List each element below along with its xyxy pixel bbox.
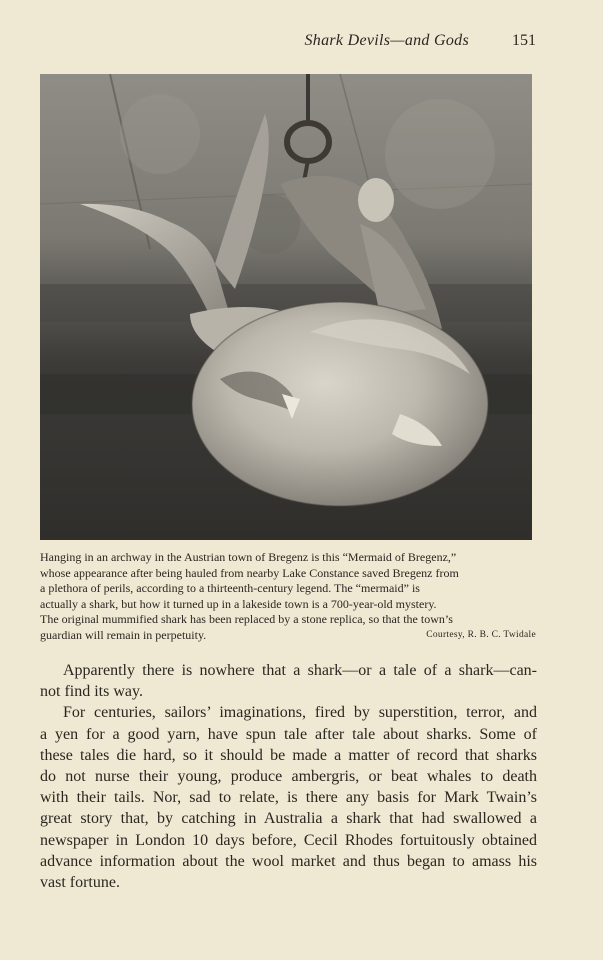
- text-line: For centuries, sailors’ imaginations, fired by superstition, terror, and: [63, 704, 537, 722]
- body-text: [40, 660, 537, 893]
- text-line: advance information about the wool market and thus began to amass his: [40, 852, 537, 870]
- photograph-mermaid-of-bregenz: [40, 74, 532, 540]
- caption-line: The original mummified shark has been replaced by a stone replica, so that the town’s: [40, 612, 453, 626]
- text-line: newspaper in London 10 days before, Cecil Rhodes fortuitously obtained: [40, 831, 537, 849]
- text-line: do not nurse their young, produce ambergris, or beat whales to death: [40, 768, 537, 786]
- page-header: [0, 30, 603, 54]
- caption-line: whose appearance after being hauled from nearby Lake Constance saved Bregenz from: [40, 565, 459, 580]
- text-line: great story that, by catching in Australia a shark that had swallowed a: [40, 810, 537, 828]
- page-number: 151: [512, 32, 536, 49]
- text-line: these tales die hard, so it should be made a matter of record that sharks: [40, 746, 537, 764]
- caption-line: Hanging in an archway in the Austrian town of Bregenz is this “Mermaid of Bregenz,”: [40, 550, 457, 564]
- paragraph: [40, 702, 537, 893]
- text-line: Apparently there is nowhere that a shark—or a tale of a shark—can-: [63, 662, 537, 679]
- running-title: Shark Devils—and Gods: [304, 32, 469, 49]
- caption-line: guardian will remain in perpetuity.: [40, 627, 207, 642]
- text-line: a yen for a good yarn, have spun tale after tale about sharks. Some of: [40, 725, 537, 743]
- paragraph: [40, 660, 537, 702]
- caption-last-line: [40, 628, 536, 644]
- photograph: [40, 74, 532, 540]
- photo-credit: Courtesy, R. B. C. Twidale: [426, 629, 536, 640]
- text-line: not find its way.: [40, 683, 143, 701]
- text-line: vast fortune.: [40, 874, 120, 892]
- figure-caption: [40, 550, 536, 643]
- caption-line: actually a shark, but how it turned up in a lakeside town is a 700-year-old mystery.: [40, 596, 437, 611]
- text-line: with their tails. Nor, sad to relate, is there any basis for Mark Twain’s: [40, 789, 537, 807]
- caption-line: a plethora of perils, according to a thirteenth-century legend. The “mermaid” is: [40, 581, 420, 595]
